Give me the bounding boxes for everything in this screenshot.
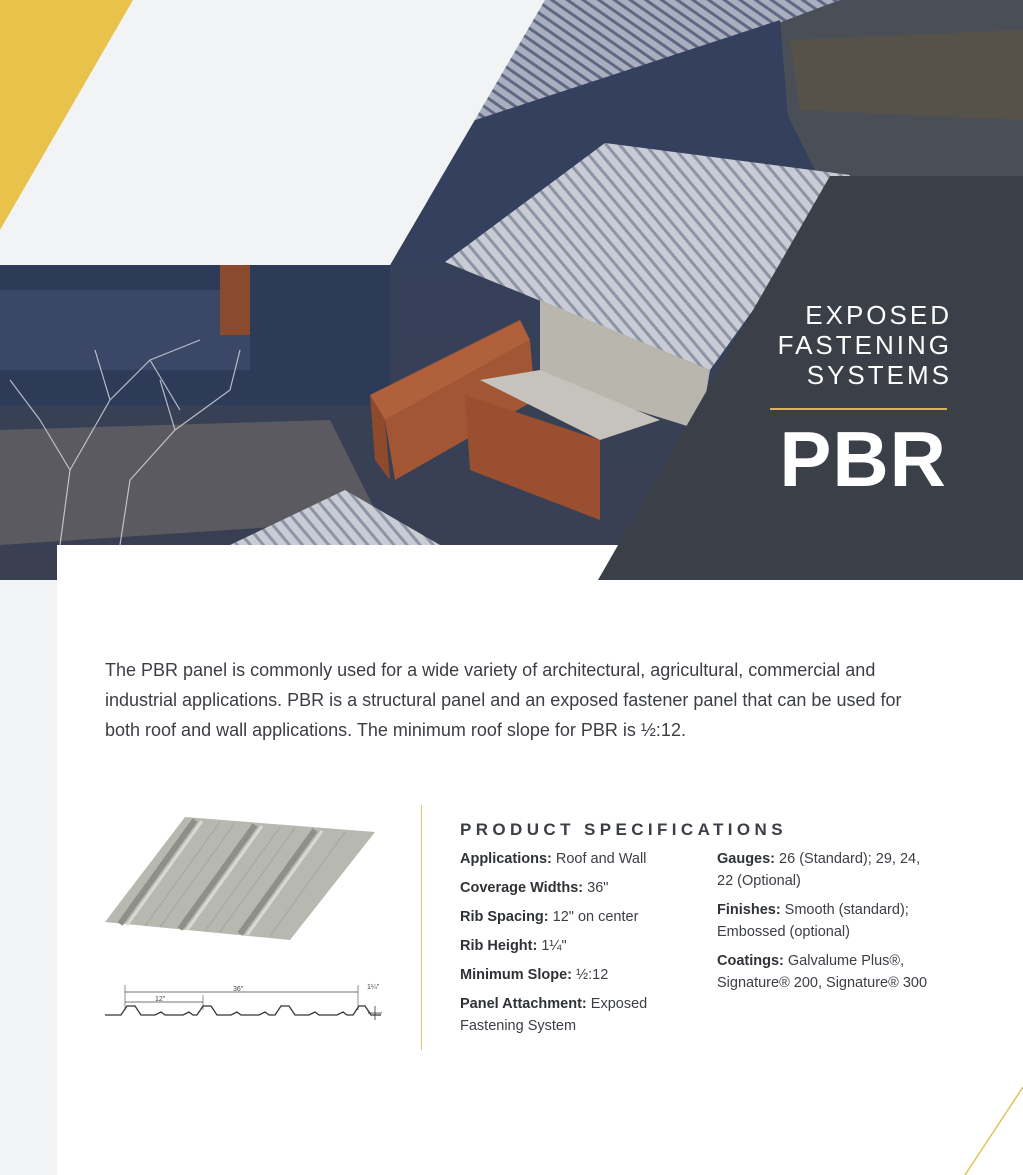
spec-value: 26 (Standard); 29, 24, 22 (Optional) [717, 851, 921, 889]
spec-value: ½:12 [571, 967, 609, 983]
spec-item [717, 899, 937, 943]
spec-label: Gauges: [717, 851, 776, 867]
spec-value: Roof and Wall [551, 851, 647, 867]
spec-label: Minimum Slope: [460, 967, 572, 983]
title-divider [770, 408, 947, 410]
rib-spacing-label: 12" [155, 996, 166, 1003]
spec-item [460, 935, 695, 957]
spec-divider [421, 805, 422, 1050]
spec-value: Smooth (standard); Embossed (optional) [717, 902, 909, 940]
panel-profile-diagram [103, 980, 388, 1025]
product-title: PBR [779, 415, 947, 503]
spec-item [717, 950, 937, 994]
spec-label: Rib Height: [460, 938, 538, 954]
spec-value: Galvalume Plus®, Signature® 200, Signature® 300 [717, 953, 928, 991]
spec-label: Finishes: [717, 902, 781, 918]
gold-accent-line [960, 1085, 1023, 1175]
spec-item [460, 848, 695, 870]
spec-item [460, 906, 695, 928]
eyebrow-title [652, 300, 952, 390]
overall-width-label: 36" [233, 986, 244, 993]
spec-value: 1¼" [537, 938, 567, 954]
spec-label: Coverage Widths: [460, 880, 584, 896]
spec-label: Coatings: [717, 953, 784, 969]
spec-item [717, 848, 937, 892]
spec-value: 36" [583, 880, 609, 896]
spec-value: Exposed Fastening System [460, 996, 648, 1034]
intro-paragraph: The PBR panel is commonly used for a wide variety of architectural, agricultural, commercial and industrial applications. PBR is a structural panel and an exposed fastener panel that can be used for both roof and wall applications. The minimum roof slope for PBR is ½:12. [105, 660, 902, 740]
spec-list-left [460, 848, 695, 1044]
eyebrow-line: FASTENING [777, 330, 952, 360]
spec-value: 12" on center [548, 909, 639, 925]
spec-heading: PRODUCT SPECIFICATIONS [460, 820, 787, 839]
spec-item [460, 993, 695, 1037]
spec-label: Applications: [460, 851, 552, 867]
eyebrow-line: SYSTEMS [806, 360, 952, 390]
spec-label: Panel Attachment: [460, 996, 587, 1012]
spec-list-right [717, 848, 937, 1001]
spec-item [460, 964, 695, 986]
eyebrow-line: EXPOSED [805, 300, 952, 330]
rib-height-label: 1¼" [367, 984, 380, 991]
spec-label: Rib Spacing: [460, 909, 549, 925]
spec-item [460, 877, 695, 899]
panel-illustration [100, 812, 380, 942]
